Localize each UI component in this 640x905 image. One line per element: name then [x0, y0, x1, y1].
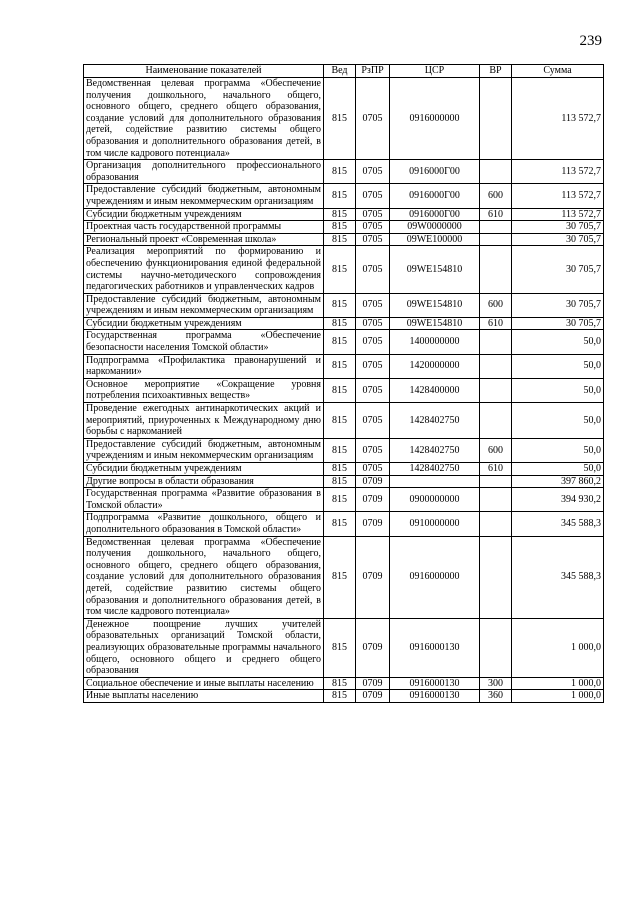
row-name-cell: Иные выплаты населению [84, 690, 324, 703]
row-sum-cell: 113 572,7 [512, 208, 604, 221]
row-ved-cell: 815 [324, 246, 356, 293]
row-vr-cell [480, 488, 512, 512]
table-row [84, 536, 604, 618]
table-row [84, 378, 604, 402]
table-header-row [84, 65, 604, 78]
row-name-cell: Подпрограмма «Развитие дошкольного, общего и дополнительного образования в Томской области» [84, 512, 324, 536]
row-vr-cell [480, 330, 512, 354]
row-csr-cell: 1428400000 [390, 378, 480, 402]
row-rzpr-cell: 0705 [356, 354, 390, 378]
row-ved-cell: 815 [324, 488, 356, 512]
row-vr-cell [480, 475, 512, 488]
row-sum-cell: 113 572,7 [512, 78, 604, 160]
row-csr-cell: 09WE154810 [390, 317, 480, 330]
row-name-cell: Предоставление субсидий бюджетным, автономным учреждениям и иным некоммерческим организациям [84, 184, 324, 208]
header-sum: Сумма [512, 65, 604, 78]
row-csr-cell: 1400000000 [390, 330, 480, 354]
row-rzpr-cell: 0709 [356, 618, 390, 677]
row-ved-cell: 815 [324, 618, 356, 677]
row-name-cell: Субсидии бюджетным учреждениям [84, 463, 324, 476]
row-sum-cell: 30 705,7 [512, 221, 604, 234]
table-row [84, 438, 604, 462]
header-name: Наименование показателей [84, 65, 324, 78]
row-vr-cell: 610 [480, 208, 512, 221]
row-vr-cell [480, 536, 512, 618]
row-csr-cell: 0916000Г00 [390, 160, 480, 184]
header-csr: ЦСР [390, 65, 480, 78]
row-vr-cell [480, 246, 512, 293]
row-vr-cell [480, 378, 512, 402]
row-name-cell: Государственная программа «Развитие образования в Томской области» [84, 488, 324, 512]
row-ved-cell: 815 [324, 293, 356, 317]
row-vr-cell: 360 [480, 690, 512, 703]
row-name-cell: Организация дополнительного профессионального образования [84, 160, 324, 184]
row-ved-cell: 815 [324, 233, 356, 246]
table-row [84, 403, 604, 439]
row-csr-cell: 1428402750 [390, 438, 480, 462]
table-row [84, 677, 604, 690]
row-sum-cell: 30 705,7 [512, 317, 604, 330]
row-vr-cell [480, 233, 512, 246]
header-ved: Вед [324, 65, 356, 78]
row-csr-cell: 0916000Г00 [390, 208, 480, 221]
row-vr-cell: 600 [480, 184, 512, 208]
row-rzpr-cell: 0705 [356, 330, 390, 354]
row-sum-cell: 50,0 [512, 438, 604, 462]
row-name-cell: Проектная часть государственной программы [84, 221, 324, 234]
row-ved-cell: 815 [324, 403, 356, 439]
row-csr-cell: 0916000Г00 [390, 184, 480, 208]
row-name-cell: Предоставление субсидий бюджетным, автономным учреждениям и иным некоммерческим организациям [84, 438, 324, 462]
row-rzpr-cell: 0705 [356, 208, 390, 221]
header-rzpr: РзПР [356, 65, 390, 78]
row-vr-cell [480, 78, 512, 160]
row-vr-cell [480, 618, 512, 677]
row-name-cell: Предоставление субсидий бюджетным, автономным учреждениям и иным некоммерческим организациям [84, 293, 324, 317]
table-row [84, 618, 604, 677]
row-sum-cell: 1 000,0 [512, 690, 604, 703]
row-ved-cell: 815 [324, 354, 356, 378]
row-ved-cell: 815 [324, 208, 356, 221]
table-row [84, 475, 604, 488]
row-name-cell: Реализация мероприятий по формированию и обеспечению функционирования единой федеральной системы научно-методического сопровождения педагогических работников и управленческих кадров [84, 246, 324, 293]
row-rzpr-cell: 0705 [356, 317, 390, 330]
row-rzpr-cell: 0705 [356, 233, 390, 246]
row-rzpr-cell: 0709 [356, 512, 390, 536]
row-rzpr-cell: 0709 [356, 690, 390, 703]
row-csr-cell: 0916000130 [390, 690, 480, 703]
row-name-cell: Региональный проект «Современная школа» [84, 233, 324, 246]
row-csr-cell: 1428402750 [390, 403, 480, 439]
row-rzpr-cell: 0705 [356, 78, 390, 160]
row-csr-cell [390, 475, 480, 488]
row-name-cell: Государственная программа «Обеспечение безопасности населения Томской области» [84, 330, 324, 354]
row-csr-cell: 0916000130 [390, 618, 480, 677]
row-name-cell: Подпрограмма «Профилактика правонарушений и наркомании» [84, 354, 324, 378]
row-vr-cell: 300 [480, 677, 512, 690]
row-ved-cell: 815 [324, 463, 356, 476]
row-rzpr-cell: 0705 [356, 403, 390, 439]
row-csr-cell: 09WE154810 [390, 293, 480, 317]
row-csr-cell: 1428402750 [390, 463, 480, 476]
row-ved-cell: 815 [324, 184, 356, 208]
row-ved-cell: 815 [324, 536, 356, 618]
table-row [84, 317, 604, 330]
row-sum-cell: 397 860,2 [512, 475, 604, 488]
row-rzpr-cell: 0709 [356, 536, 390, 618]
header-vr: ВР [480, 65, 512, 78]
page-number: 239 [579, 33, 602, 49]
row-sum-cell: 30 705,7 [512, 293, 604, 317]
row-csr-cell: 0900000000 [390, 488, 480, 512]
table-row [84, 233, 604, 246]
row-sum-cell: 50,0 [512, 463, 604, 476]
row-vr-cell [480, 221, 512, 234]
row-sum-cell: 30 705,7 [512, 233, 604, 246]
row-sum-cell: 50,0 [512, 330, 604, 354]
row-vr-cell: 600 [480, 438, 512, 462]
row-ved-cell: 815 [324, 317, 356, 330]
row-name-cell: Ведомственная целевая программа «Обеспечение получения дошкольного, начального общего, основного общего, среднего общего образования, создание условий для дополнительного образования детей, содействие развитию системы общего образования и дополнительного образования детей, в том числе кадрового потенциала» [84, 536, 324, 618]
row-csr-cell: 0916000000 [390, 78, 480, 160]
row-csr-cell: 09W0000000 [390, 221, 480, 234]
budget-table [83, 64, 604, 703]
row-name-cell: Денежное поощрение лучших учителей образовательных организаций Томской области, реализующих образовательные программы начального общего, основного общего и среднего общего образования [84, 618, 324, 677]
row-sum-cell: 113 572,7 [512, 160, 604, 184]
row-vr-cell: 610 [480, 463, 512, 476]
row-name-cell: Проведение ежегодных антинаркотических акций и мероприятий, приуроченных к Международному дню борьбы с наркоманией [84, 403, 324, 439]
row-sum-cell: 394 930,2 [512, 488, 604, 512]
row-ved-cell: 815 [324, 677, 356, 690]
row-rzpr-cell: 0705 [356, 221, 390, 234]
row-csr-cell: 09WE154810 [390, 246, 480, 293]
table-row [84, 463, 604, 476]
row-csr-cell: 0916000130 [390, 677, 480, 690]
row-sum-cell: 30 705,7 [512, 246, 604, 293]
table-row [84, 512, 604, 536]
row-ved-cell: 815 [324, 221, 356, 234]
row-name-cell: Субсидии бюджетным учреждениям [84, 208, 324, 221]
row-name-cell: Основное мероприятие «Сокращение уровня потребления психоактивных веществ» [84, 378, 324, 402]
table-row [84, 78, 604, 160]
row-sum-cell: 50,0 [512, 378, 604, 402]
row-rzpr-cell: 0705 [356, 463, 390, 476]
row-sum-cell: 345 588,3 [512, 512, 604, 536]
row-ved-cell: 815 [324, 78, 356, 160]
row-name-cell: Субсидии бюджетным учреждениям [84, 317, 324, 330]
row-csr-cell: 0910000000 [390, 512, 480, 536]
row-ved-cell: 815 [324, 438, 356, 462]
row-ved-cell: 815 [324, 690, 356, 703]
row-ved-cell: 815 [324, 160, 356, 184]
row-rzpr-cell: 0705 [356, 246, 390, 293]
row-ved-cell: 815 [324, 330, 356, 354]
row-ved-cell: 815 [324, 378, 356, 402]
table-row [84, 208, 604, 221]
row-rzpr-cell: 0705 [356, 438, 390, 462]
row-name-cell: Ведомственная целевая программа «Обеспечение получения дошкольного, начального общего, основного общего, среднего общего образования, создание условий для дополнительного образования детей, содействие развитию системы общего образования и дополнительного образования детей, в том числе кадрового потенциала» [84, 78, 324, 160]
row-rzpr-cell: 0709 [356, 677, 390, 690]
table-row [84, 184, 604, 208]
row-rzpr-cell: 0705 [356, 378, 390, 402]
row-rzpr-cell: 0709 [356, 475, 390, 488]
row-rzpr-cell: 0705 [356, 293, 390, 317]
row-sum-cell: 50,0 [512, 354, 604, 378]
row-csr-cell: 09WE100000 [390, 233, 480, 246]
row-sum-cell: 50,0 [512, 403, 604, 439]
table-row [84, 330, 604, 354]
table-row [84, 354, 604, 378]
row-vr-cell [480, 403, 512, 439]
table-row [84, 246, 604, 293]
row-sum-cell: 345 588,3 [512, 536, 604, 618]
table-row [84, 488, 604, 512]
row-vr-cell [480, 354, 512, 378]
row-csr-cell: 0916000000 [390, 536, 480, 618]
row-vr-cell: 600 [480, 293, 512, 317]
row-rzpr-cell: 0705 [356, 160, 390, 184]
table-row [84, 690, 604, 703]
row-sum-cell: 1 000,0 [512, 677, 604, 690]
row-rzpr-cell: 0709 [356, 488, 390, 512]
row-csr-cell: 1420000000 [390, 354, 480, 378]
row-ved-cell: 815 [324, 475, 356, 488]
table-row [84, 160, 604, 184]
row-name-cell: Другие вопросы в области образования [84, 475, 324, 488]
table-row [84, 293, 604, 317]
row-sum-cell: 1 000,0 [512, 618, 604, 677]
row-rzpr-cell: 0705 [356, 184, 390, 208]
table-row [84, 221, 604, 234]
row-sum-cell: 113 572,7 [512, 184, 604, 208]
row-ved-cell: 815 [324, 512, 356, 536]
row-vr-cell [480, 512, 512, 536]
row-name-cell: Социальное обеспечение и иные выплаты населению [84, 677, 324, 690]
row-vr-cell: 610 [480, 317, 512, 330]
row-vr-cell [480, 160, 512, 184]
